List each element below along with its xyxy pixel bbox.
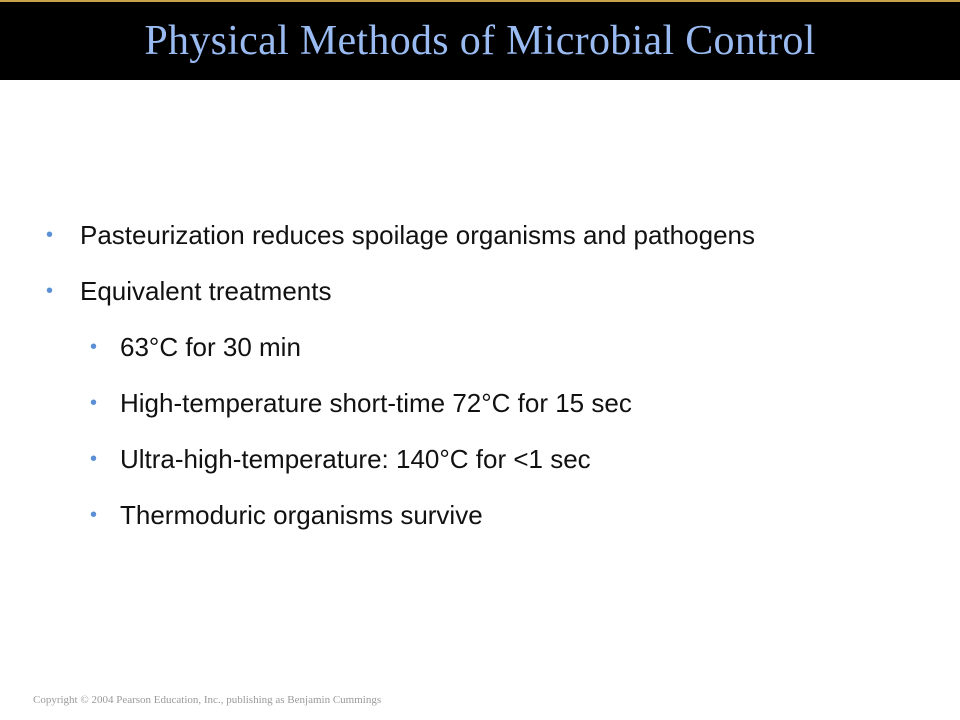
bullet-text: Pasteurization reduces spoilage organisms and pathogens bbox=[80, 220, 755, 250]
sub-bullet-item bbox=[0, 330, 840, 364]
bullet-list bbox=[0, 218, 960, 532]
bullet-text: High-temperature short-time 72°C for 15 sec bbox=[120, 388, 632, 418]
title-rule bbox=[0, 0, 960, 2]
bullet-item bbox=[0, 274, 815, 308]
sub-bullet-item bbox=[0, 498, 840, 532]
bullet-marker: • bbox=[46, 280, 54, 302]
bullet-marker: • bbox=[90, 448, 98, 470]
bullet-text: Thermoduric organisms survive bbox=[120, 500, 483, 530]
bullet-text: Equivalent treatments bbox=[80, 276, 332, 306]
copyright-footer: Copyright © 2004 Pearson Education, Inc., publishing as Benjamin Cummings bbox=[33, 694, 382, 706]
bullet-marker: • bbox=[90, 392, 98, 414]
bullet-text: 63°C for 30 min bbox=[120, 332, 301, 362]
bullet-marker: • bbox=[90, 336, 98, 358]
bullet-marker: • bbox=[46, 224, 54, 246]
sub-bullet-item bbox=[0, 442, 840, 476]
bullet-text: Ultra-high-temperature: 140°C for <1 sec bbox=[120, 444, 591, 474]
sub-bullet-item bbox=[0, 386, 840, 420]
slide-title: Physical Methods of Microbial Control bbox=[144, 18, 816, 64]
bullet-marker: • bbox=[90, 504, 98, 526]
bullet-item bbox=[0, 218, 815, 252]
title-bar bbox=[0, 0, 960, 80]
